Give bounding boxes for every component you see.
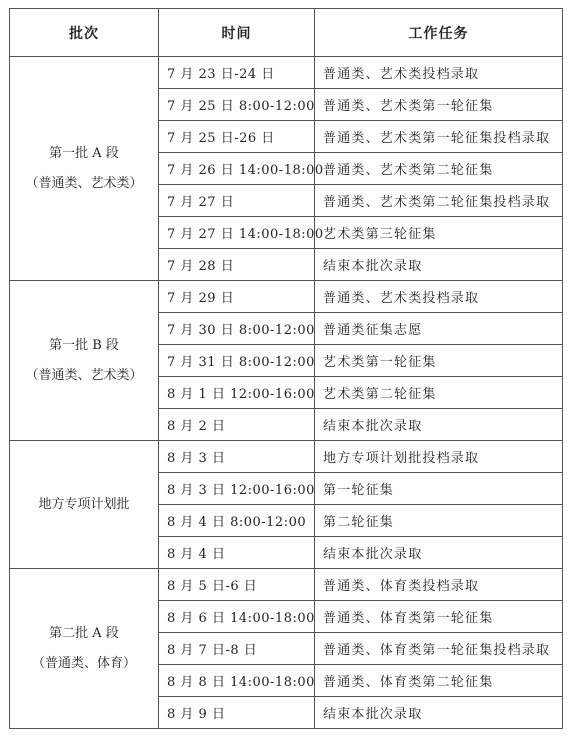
task-cell: 艺术类第二轮征集 — [315, 377, 563, 409]
task-cell: 普通类、体育类第二轮征集 — [315, 665, 563, 697]
task-cell: 艺术类第一轮征集 — [315, 345, 563, 377]
task-cell: 结束本批次录取 — [315, 537, 563, 569]
task-cell: 普通类、艺术类第二轮征集 — [315, 153, 563, 185]
time-cell: 8 月 3 日 — [159, 441, 315, 473]
time-cell: 7 月 31 日 8:00-12:00 — [159, 345, 315, 377]
batch-cell — [10, 281, 159, 441]
table-body — [10, 57, 563, 729]
task-cell: 普通类、体育类第一轮征集 — [315, 601, 563, 633]
task-cell: 普通类、体育类第一轮征集投档录取 — [315, 633, 563, 665]
time-cell: 8 月 5 日-6 日 — [159, 569, 315, 601]
header-batch: 批次 — [10, 9, 159, 57]
time-cell: 8 月 1 日 12:00-16:00 — [159, 377, 315, 409]
time-cell: 8 月 6 日 14:00-18:00 — [159, 601, 315, 633]
time-cell: 7 月 27 日 14:00-18:00 — [159, 217, 315, 249]
time-cell: 8 月 3 日 12:00-16:00 — [159, 473, 315, 505]
batch-cell — [10, 441, 159, 569]
task-cell: 第二轮征集 — [315, 505, 563, 537]
time-cell: 8 月 7 日-8 日 — [159, 633, 315, 665]
task-cell: 普通类、体育类投档录取 — [315, 569, 563, 601]
task-cell: 结束本批次录取 — [315, 409, 563, 441]
time-cell: 7 月 25 日 8:00-12:00 — [159, 89, 315, 121]
time-cell: 7 月 27 日 — [159, 185, 315, 217]
time-cell: 7 月 26 日 14:00-18:00 — [159, 153, 315, 185]
table-row — [10, 441, 563, 473]
time-cell: 8 月 4 日 — [159, 537, 315, 569]
time-cell: 7 月 25 日-26 日 — [159, 121, 315, 153]
time-cell: 7 月 29 日 — [159, 281, 315, 313]
time-cell: 8 月 4 日 8:00-12:00 — [159, 505, 315, 537]
task-cell: 艺术类第三轮征集 — [315, 217, 563, 249]
time-cell: 7 月 28 日 — [159, 249, 315, 281]
task-cell: 结束本批次录取 — [315, 697, 563, 729]
header-task: 工作任务 — [315, 9, 563, 57]
table-row — [10, 281, 563, 313]
header-row — [10, 9, 563, 57]
time-cell: 7 月 30 日 8:00-12:00 — [159, 313, 315, 345]
time-cell: 7 月 23 日-24 日 — [159, 57, 315, 89]
batch-category: （普通类、艺术类） — [25, 175, 143, 191]
table-row — [10, 57, 563, 89]
batch-name: 第二批 A 段 — [49, 625, 119, 641]
task-cell: 普通类、艺术类第一轮征集 — [315, 89, 563, 121]
time-cell: 8 月 2 日 — [159, 409, 315, 441]
task-cell: 普通类、艺术类第一轮征集投档录取 — [315, 121, 563, 153]
batch-cell — [10, 57, 159, 281]
task-cell: 普通类、艺术类投档录取 — [315, 281, 563, 313]
task-cell: 普通类征集志愿 — [315, 313, 563, 345]
batch-category: （普通类、体育） — [31, 655, 136, 671]
time-cell: 8 月 9 日 — [159, 697, 315, 729]
time-cell: 8 月 8 日 14:00-18:00 — [159, 665, 315, 697]
task-cell: 第一轮征集 — [315, 473, 563, 505]
task-cell: 地方专项计划批投档录取 — [315, 441, 563, 473]
batch-name: 地方专项计划批 — [38, 496, 130, 512]
task-cell: 普通类、艺术类投档录取 — [315, 57, 563, 89]
table-row — [10, 569, 563, 601]
batch-name: 第一批 B 段 — [49, 337, 119, 353]
batch-category: （普通类、艺术类） — [25, 367, 143, 383]
task-cell: 普通类、艺术类第二轮征集投档录取 — [315, 185, 563, 217]
header-time: 时间 — [159, 9, 315, 57]
admission-schedule-table — [9, 8, 563, 729]
batch-name: 第一批 A 段 — [49, 145, 119, 161]
batch-cell — [10, 569, 159, 729]
task-cell: 结束本批次录取 — [315, 249, 563, 281]
